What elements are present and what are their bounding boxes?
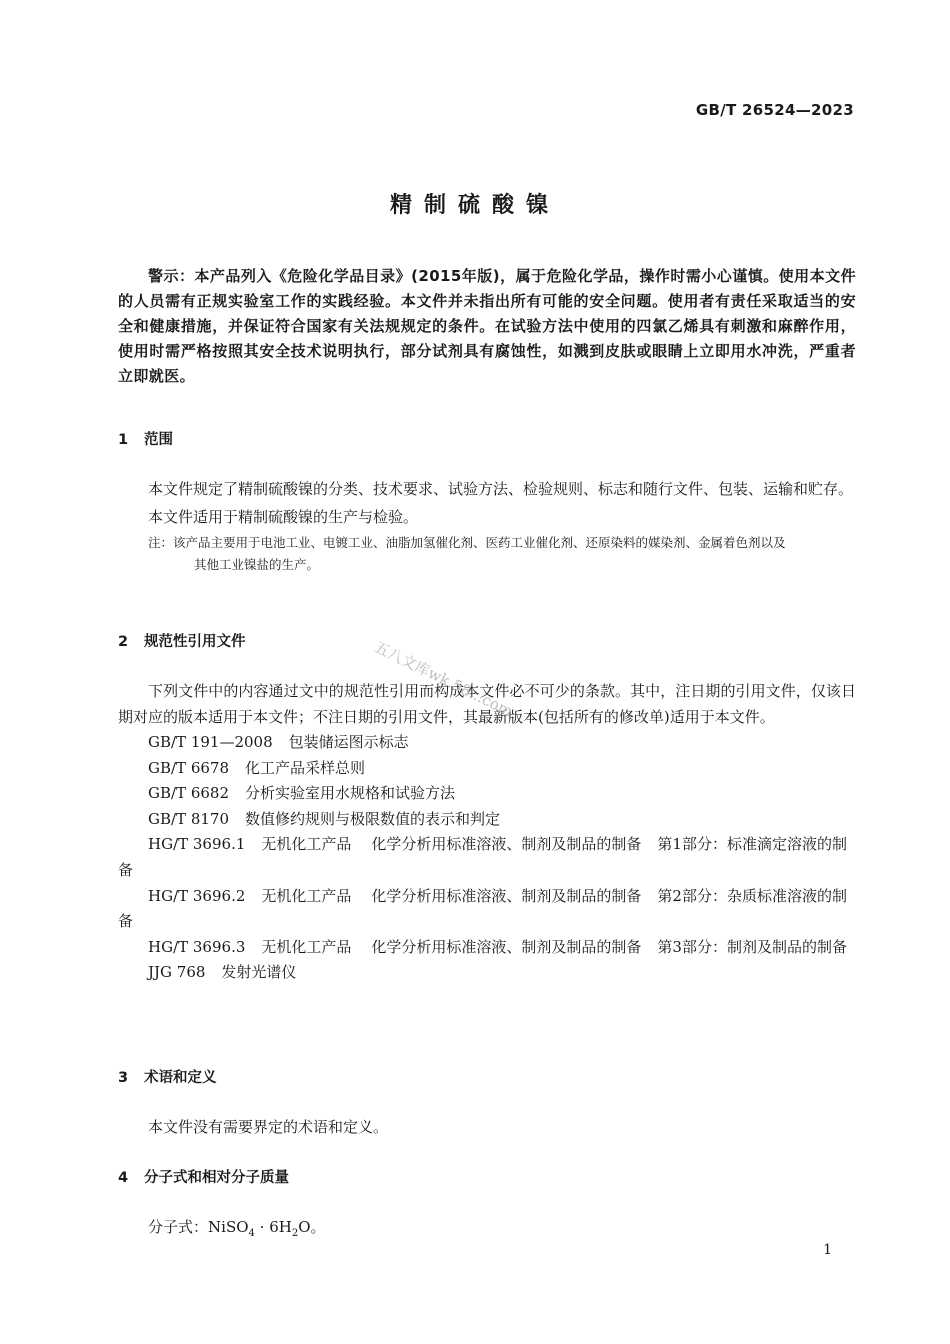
note-line-1: 该产品主要用于电池工业、电镀工业、油脂加氢催化剂、医药工业催化剂、还原染料的媒染剂、金属着色剂以及 xyxy=(173,535,786,550)
section-number: 3 xyxy=(118,1070,129,1086)
formula-subscript: 4 xyxy=(248,1228,255,1239)
terms-paragraph: 本文件没有需要界定的术语和定义。 xyxy=(148,1118,389,1136)
section-1-heading xyxy=(118,428,173,449)
reference-code: GB/T 191—2008 xyxy=(148,733,273,751)
reference-code: HG/T 3696.3 xyxy=(148,937,246,956)
formula-part: · 6H xyxy=(254,1218,292,1236)
section-title: 规范性引用文件 xyxy=(144,634,246,650)
reference-code: GB/T 6678 xyxy=(148,758,230,777)
formula-subscript: 2 xyxy=(291,1228,299,1239)
section-3-body xyxy=(118,1114,856,1140)
section-number: 2 xyxy=(118,634,129,650)
reference-title: 化工产品采样总则 xyxy=(245,758,366,777)
formula-label: 分子式： xyxy=(148,1218,209,1236)
reference-title-part-b: 化学分析用标准溶液、制剂及制品的制备 xyxy=(371,937,642,956)
safety-warning: 警示：本产品列入《危险化学品目录》(2015年版)，属于危险化学品，操作时需小心谨慎。使用本文件的人员需有正规实验室工作的实践经验。本文件并未指出所有可能的安全问题。使用者有责任采取适当的安全和健康措施，并保证符合国家有关法规规定的条件。在试验方法中使用的四氯乙烯具有刺激和麻醉作用，使用时需严格按照其安全技术说明执行，部分试剂具有腐蚀性，如溅到皮肤或眼睛上立即用水冲洗，严重者立即就医。 xyxy=(118,267,856,385)
watermark: 五八文库wk.58...com xyxy=(371,637,516,721)
section-number: 1 xyxy=(118,432,129,448)
reference-code: JJG 768 xyxy=(148,963,206,982)
note-label: 注： xyxy=(148,535,174,550)
reference-title: 包装储运图示标志 xyxy=(288,733,409,751)
reference-title-part-a: 无机化工产品 xyxy=(261,937,352,956)
reference-item xyxy=(118,960,856,986)
section-title: 范围 xyxy=(144,432,173,448)
reference-title-part-b: 化学分析用标准溶液、制剂及制品的制备 xyxy=(371,886,642,905)
section-title: 分子式和相对分子质量 xyxy=(144,1170,289,1186)
section-2-heading xyxy=(118,630,246,651)
formula-part: NiSO xyxy=(208,1218,249,1236)
reference-title-part-c: 第2部分：杂质标准溶液的制备 xyxy=(118,886,847,931)
reference-item xyxy=(118,781,856,807)
scope-paragraph-1: 本文件规定了精制硫酸镍的分类、技术要求、试验方法、检验规则、标志和随行文件、包装、运输和贮存。 xyxy=(148,480,854,498)
reference-code: HG/T 3696.2 xyxy=(148,886,246,905)
normative-references-intro: 下列文件中的内容通过文中的规范性引用而构成本文件必不可少的条款。其中，注日期的引用文件，仅该日期对应的版本适用于本文件；不注日期的引用文件，其最新版本(包括所有的修改单)适用于本文件。 xyxy=(118,682,856,726)
reference-title-part-a: 无机化工产品 xyxy=(261,835,352,854)
section-title: 术语和定义 xyxy=(144,1070,217,1086)
reference-title-part-c: 第3部分：制剂及制品的制备 xyxy=(657,937,847,956)
section-4-heading xyxy=(118,1166,289,1187)
formula-part: O。 xyxy=(298,1218,326,1236)
scope-paragraph-2: 本文件适用于精制硫酸镍的生产与检验。 xyxy=(148,508,419,526)
reference-item xyxy=(118,807,856,833)
reference-title: 分析实验室用水规格和试验方法 xyxy=(245,784,456,803)
reference-item xyxy=(118,935,856,961)
page-number: 1 xyxy=(823,1242,832,1258)
section-number: 4 xyxy=(118,1170,129,1186)
document-title: 精制硫酸镍 xyxy=(389,193,560,218)
note-line-2: 其他工业镍盐的生产。 xyxy=(194,557,320,572)
reference-code: HG/T 3696.1 xyxy=(148,835,246,854)
reference-item xyxy=(118,756,856,782)
reference-item xyxy=(118,832,856,883)
reference-item xyxy=(118,730,856,756)
reference-title-part-b: 化学分析用标准溶液、制剂及制品的制备 xyxy=(371,835,642,854)
reference-title: 数值修约规则与极限数值的表示和判定 xyxy=(245,809,501,828)
section-1-body xyxy=(118,476,856,576)
reference-title-part-a: 无机化工产品 xyxy=(261,886,352,905)
molecular-formula xyxy=(118,1214,856,1247)
section-2-body xyxy=(118,678,856,986)
section-3-heading xyxy=(118,1066,217,1087)
scope-note xyxy=(118,532,856,576)
reference-code: GB/T 6682 xyxy=(148,784,230,803)
reference-code: GB/T 8170 xyxy=(148,809,230,828)
section-4-body xyxy=(118,1214,856,1247)
reference-title: 发射光谱仪 xyxy=(221,963,297,982)
reference-item xyxy=(118,884,856,935)
reference-title-part-c: 第1部分：标准滴定溶液的制备 xyxy=(118,835,847,879)
standard-code: GB/T 26524—2023 xyxy=(695,101,854,119)
